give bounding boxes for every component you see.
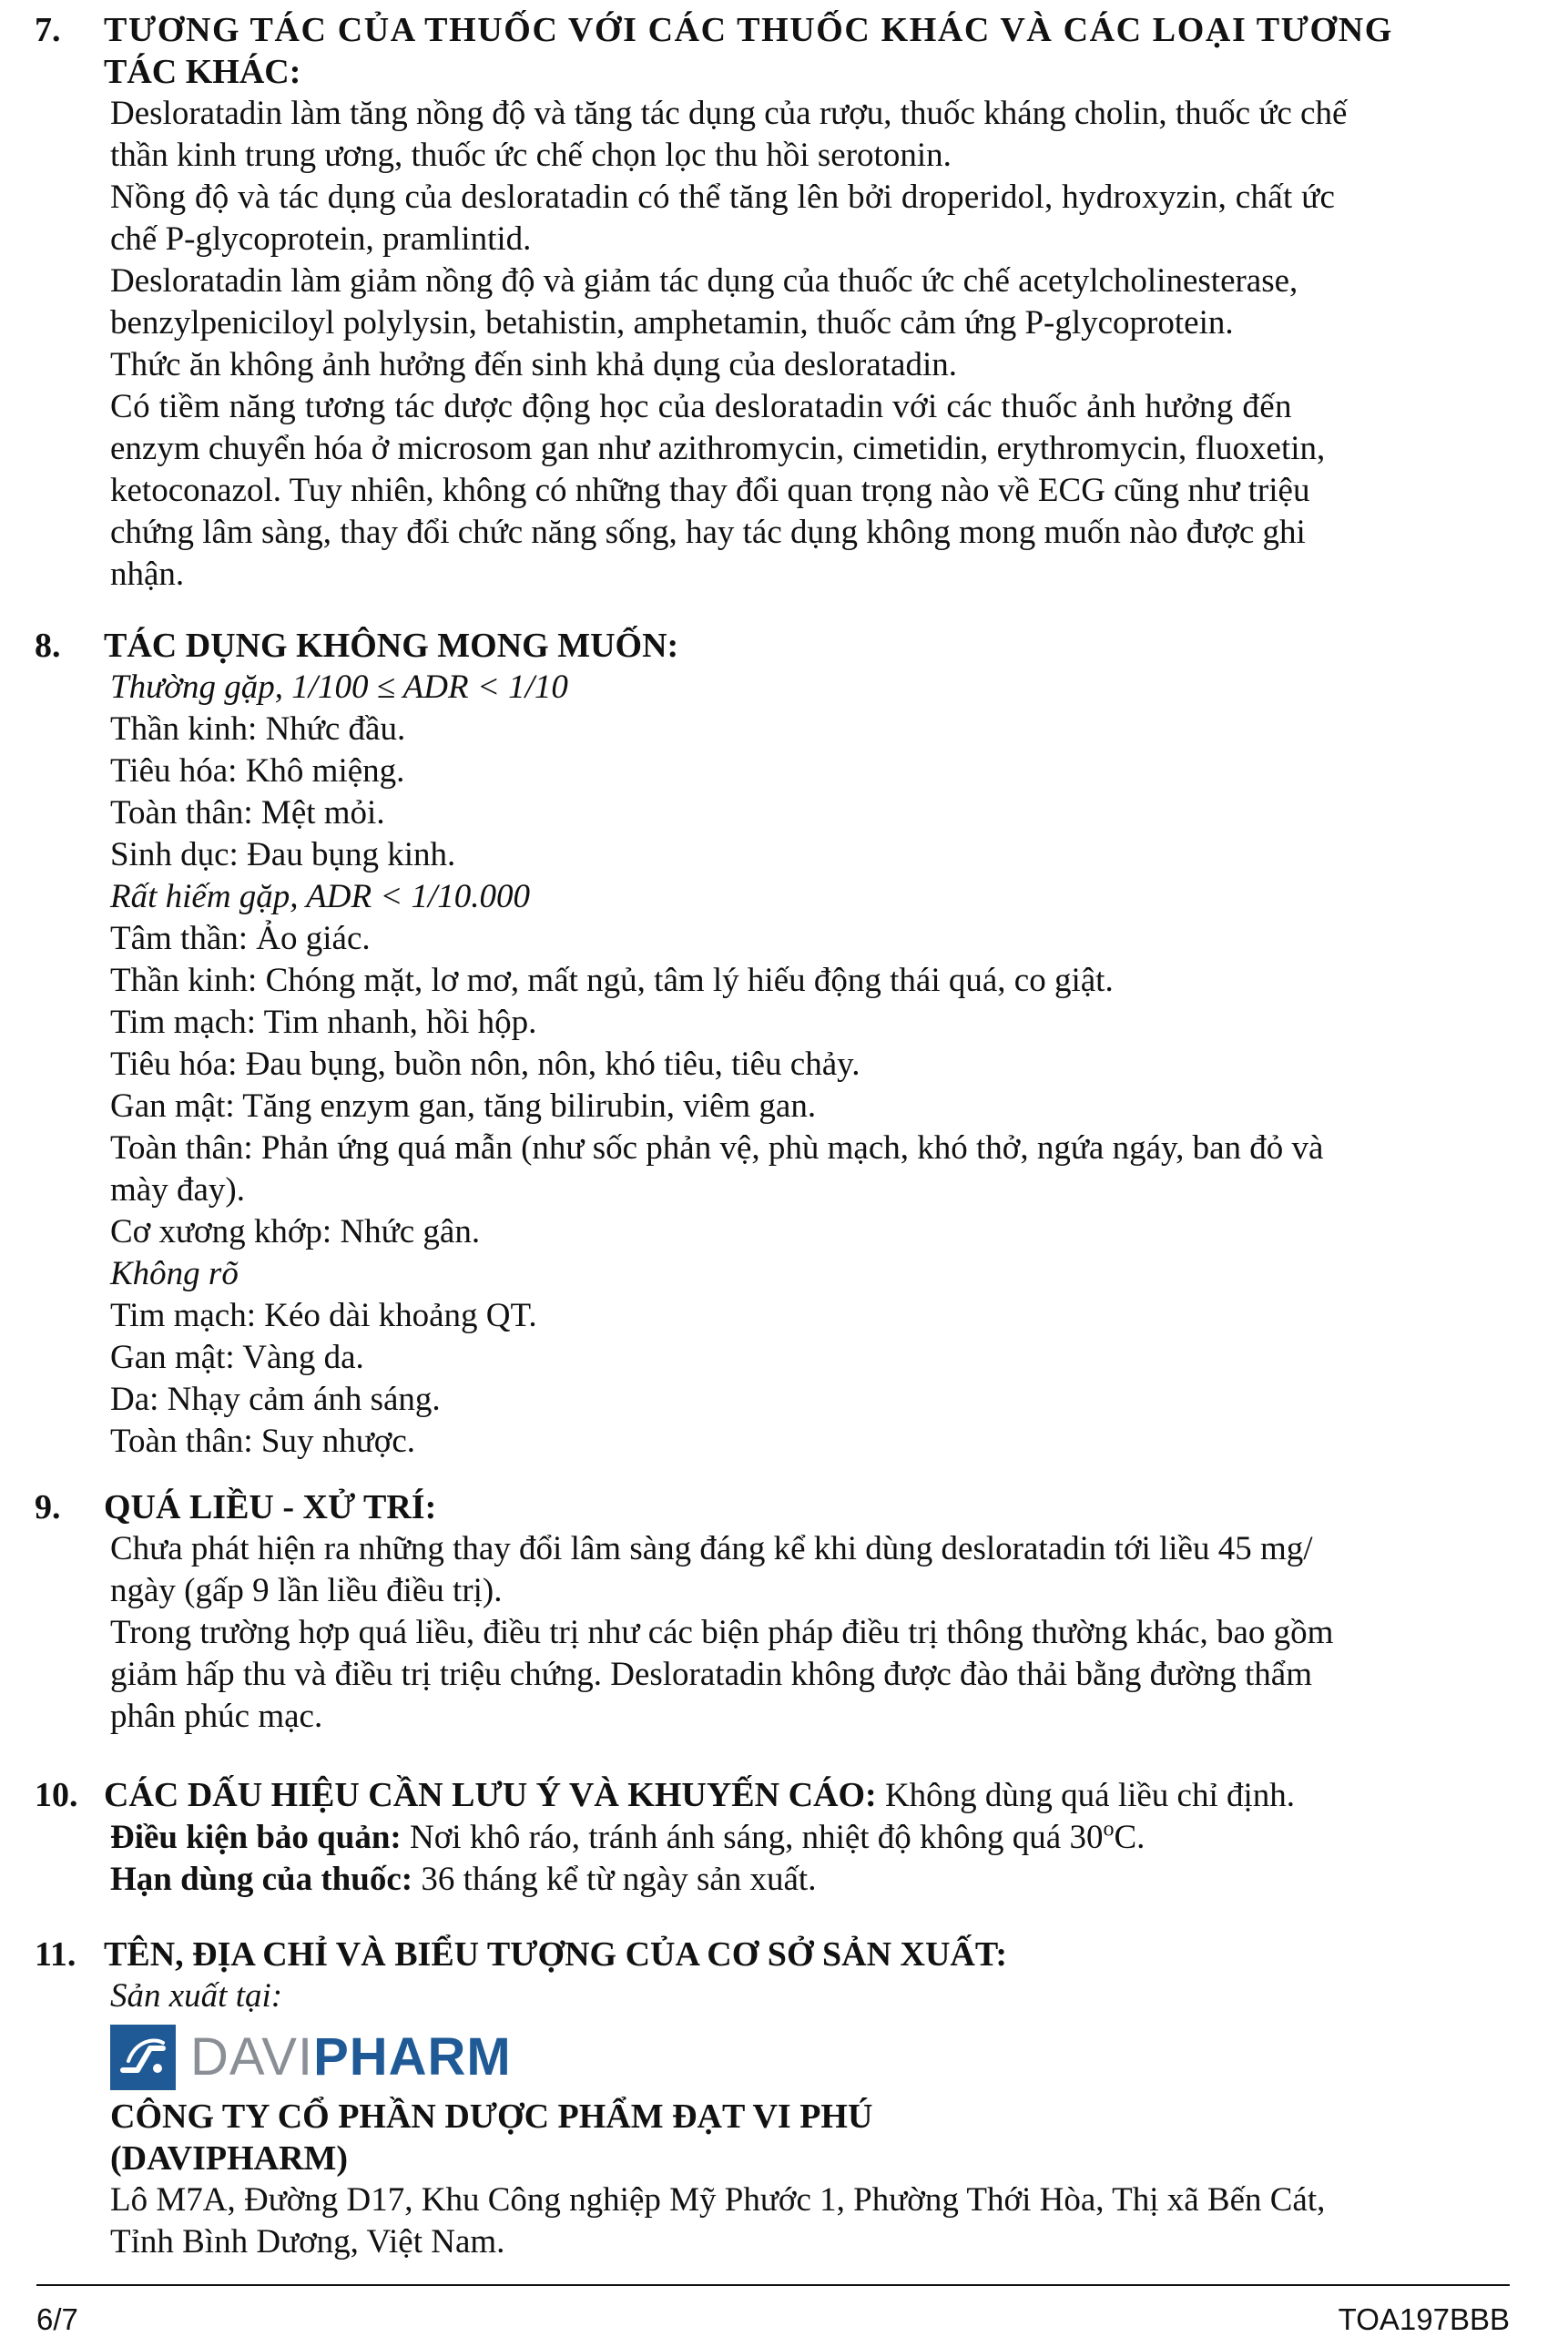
section-title: TÁC DỤNG KHÔNG MONG MUỐN:: [104, 627, 679, 665]
list-item: mày đay).: [110, 1171, 245, 1209]
logo-davi-text: DAVI: [190, 2027, 314, 2087]
list-item: Tiêu hóa: Đau bụng, buồn nôn, nôn, khó tiêu, tiêu chảy.: [110, 1046, 860, 1083]
section-number: 11.: [35, 1935, 76, 1974]
section-title-continued: TÁC KHÁC:: [104, 53, 301, 91]
list-item: Gan mật: Vàng da.: [110, 1339, 364, 1376]
section-11-body: [110, 1975, 1510, 2263]
section-title-rest: Không dùng quá liều chỉ định.: [876, 1777, 1296, 1814]
list-item: Thần kinh: Nhức đầu.: [110, 710, 406, 748]
list-item: Tâm thần: Ảo giác.: [110, 920, 371, 957]
expiry-text: 36 tháng kể từ ngày sản xuất.: [412, 1861, 817, 1898]
paragraph-line: Desloratadin làm giảm nồng độ và giảm tác dụng của thuốc ức chế acetylcholinesterase,: [110, 262, 1298, 300]
list-item: Thần kinh: Chóng mặt, lơ mơ, mất ngủ, tâm lý hiếu động thái quá, co giật.: [110, 962, 1114, 999]
storage-label: Điều kiện bảo quản:: [110, 1819, 402, 1856]
paragraph-line: chứng lâm sàng, thay đổi chức năng sống, hay tác dụng không mong muốn nào được ghi: [110, 514, 1306, 551]
footer-divider: [36, 2284, 1510, 2286]
section-10: [35, 1774, 1510, 1901]
storage-text: Nơi khô ráo, tránh ánh sáng, nhiệt độ không quá 30: [401, 1819, 1104, 1856]
paragraph-line: Desloratadin làm tăng nồng độ và tăng tác dụng của rượu, thuốc kháng cholin, thuốc ức chế: [110, 95, 1348, 132]
made-at-label: Sản xuất tại:: [110, 1977, 283, 2015]
section-title: QUÁ LIỀU - XỬ TRÍ:: [104, 1488, 437, 1526]
section-7: [35, 9, 1510, 596]
section-8-body: [110, 667, 1510, 1463]
davipharm-wordmark: [190, 2025, 512, 2090]
frequency-heading-unknown: Không rõ: [110, 1255, 239, 1292]
paragraph-line: enzym chuyển hóa ở microsom gan như azithromycin, cimetidin, erythromycin, fluoxetin,: [110, 430, 1326, 467]
section-title: CÁC DẤU HIỆU CẦN LƯU Ý VÀ KHUYẾN CÁO:: [104, 1776, 877, 1814]
list-item: Sinh dục: Đau bụng kinh.: [110, 836, 456, 873]
section-number: 10.: [35, 1776, 78, 1814]
section-7-heading: [35, 9, 1510, 93]
section-8-heading: [35, 625, 1510, 667]
section-title: TƯƠNG TÁC CỦA THUỐC VỚI CÁC THUỐC KHÁC VÀ CÁC LOẠI TƯƠNG: [104, 11, 1393, 49]
list-item: Toàn thân: Suy nhược.: [110, 1423, 416, 1460]
section-10-heading: [35, 1774, 1510, 1817]
paragraph-line: Có tiềm năng tương tác dược động học của desloratadin với các thuốc ảnh hưởng đến: [110, 388, 1292, 425]
list-item: Tim mạch: Kéo dài khoảng QT.: [110, 1297, 537, 1334]
paragraph-line: phân phúc mạc.: [110, 1698, 323, 1735]
company-short-name: (DAVIPHARM): [110, 2139, 349, 2178]
section-8: [35, 625, 1510, 1463]
section-title: TÊN, ĐỊA CHỈ VÀ BIỂU TƯỢNG CỦA CƠ SỞ SẢN XUẤT:: [104, 1935, 1008, 1974]
section-number: 7.: [35, 11, 61, 49]
list-item: Toàn thân: Mệt mỏi.: [110, 794, 385, 832]
section-9: [35, 1486, 1510, 1738]
list-item: Da: Nhạy cảm ánh sáng.: [110, 1381, 441, 1418]
expiry-line: [110, 1859, 1510, 1901]
frequency-heading-common: Thường gặp, 1/100 ≤ ADR < 1/10: [110, 668, 568, 706]
section-number: 9.: [35, 1488, 61, 1526]
company-name: CÔNG TY CỔ PHẦN DƯỢC PHẨM ĐẠT VI PHÚ: [110, 2097, 873, 2136]
section-10-body: [110, 1817, 1510, 1901]
section-11: [35, 1934, 1510, 2263]
page-number: 6/7: [36, 2302, 78, 2336]
section-number: 8.: [35, 627, 61, 665]
expiry-label: Hạn dùng của thuốc:: [110, 1861, 413, 1898]
paragraph-line: ketoconazol. Tuy nhiên, không có những thay đổi quan trọng nào về ECG cũng như triệu: [110, 472, 1310, 509]
storage-line: [110, 1817, 1510, 1859]
section-11-heading: [35, 1934, 1510, 1975]
paragraph-line: Trong trường hợp quá liều, điều trị như các biện pháp điều trị thông thường khác, bao gồm: [110, 1614, 1334, 1651]
davipharm-logo-icon: [110, 2025, 176, 2090]
degree-superscript: o: [1103, 1817, 1115, 1842]
paragraph-line: thần kinh trung ương, thuốc ức chế chọn lọc thu hồi serotonin.: [110, 137, 952, 174]
paragraph-line: chế P-glycoprotein, pramlintid.: [110, 220, 532, 258]
paragraph-line: ngày (gấp 9 lần liều điều trị).: [110, 1572, 503, 1609]
frequency-heading-rare: Rất hiếm gặp, ADR < 1/10.000: [110, 878, 531, 915]
list-item: Gan mật: Tăng enzym gan, tăng bilirubin, viêm gan.: [110, 1087, 817, 1125]
list-item: Tim mạch: Tim nhanh, hồi hộp.: [110, 1004, 537, 1041]
section-9-heading: [35, 1486, 1510, 1528]
storage-end: C.: [1114, 1819, 1145, 1856]
list-item: Tiêu hóa: Khô miệng.: [110, 752, 405, 790]
section-9-body: [110, 1528, 1510, 1738]
list-item: Cơ xương khớp: Nhức gân.: [110, 1213, 481, 1250]
paragraph-line: benzylpeniciloyl polylysin, betahistin, amphetamin, thuốc cảm ứng P-glycoprotein.: [110, 304, 1234, 342]
company-address: Lô M7A, Đường D17, Khu Công nghiệp Mỹ Phước 1, Phường Thới Hòa, Thị xã Bến Cát,: [110, 2181, 1326, 2219]
company-address-continued: Tỉnh Bình Dương, Việt Nam.: [110, 2223, 505, 2260]
davipharm-logo: [110, 2021, 1510, 2094]
logo-pharm-text: PHARM: [313, 2027, 512, 2087]
paragraph-line: nhận.: [110, 556, 185, 593]
paragraph-line: Thức ăn không ảnh hưởng đến sinh khả dụng của desloratadin.: [110, 346, 957, 383]
list-item: Toàn thân: Phản ứng quá mẫn (như sốc phản vệ, phù mạch, khó thở, ngứa ngáy, ban đỏ và: [110, 1129, 1324, 1167]
section-7-body: [110, 93, 1510, 596]
paragraph-line: Nồng độ và tác dụng của desloratadin có thể tăng lên bởi droperidol, hydroxyzin, chất ức: [110, 179, 1336, 216]
paragraph-line: Chưa phát hiện ra những thay đổi lâm sàng đáng kể khi dùng desloratadin tới liều 45 mg/: [110, 1530, 1313, 1567]
document-code: TOA197BBB: [1338, 2302, 1510, 2336]
paragraph-line: giảm hấp thu và điều trị triệu chứng. Desloratadin không được đào thải bằng đường thẩm: [110, 1656, 1312, 1693]
